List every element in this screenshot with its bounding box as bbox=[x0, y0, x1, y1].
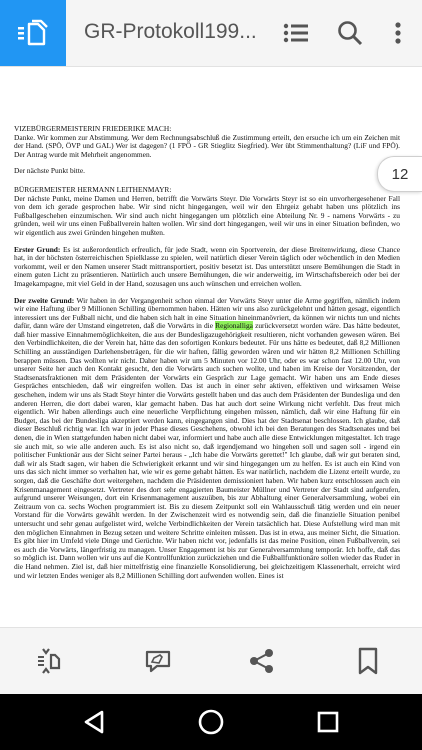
app-bar bbox=[0, 0, 422, 67]
paragraph: Der nächste Punkt, meine Damen und Herren, betrifft die Vorwärts Steyr. Die Vorwärts Steyr ist so ein unvorhergesehener Fall von dem ich gerade gesprochen habe. Wir sind nicht hingegangen, weil wir den Ehrgeiz gehabt haben uns plötzlich ins Fußballgeschehen einzumischen. Wir sind auch nicht hingegangen um plötzlich eine Abteilung Nr. 9 - namens Vorwärts - zu gründen, weil wir uns einen Fußballverein halten wollen. Wir sind dort hingegangen, weil wir uns in einer Situation befinden, wo wir eigentlich aus zwei Gründen hingehen mußten. bbox=[14, 193, 400, 237]
paragraph-with-highlight: Der zweite Grund: Wir haben in der Vergangenheit schon einmal der Vorwärts Steyr unter die Arme gegriffen, nämlich indem wir eine Haftung über 9 Millionen Schilling übernommen haben. Hätten wir uns also zurückgelehnt und hätten gesagt, eigentlich interessiert uns der Fußball nicht, und die haben sich halt in eine Situation hineinmanövriert, da können wir nichts tun und nichts dafür, dann wäre der Umstand eingetreten, daß die Vorwärts in die Regionalliga zurückversetzt worden wäre. Das hätte bedeutet, daß hier massive Einnahmemöglichkeiten, die aus der Bundesligazugehörigkeit resultieren, nicht vorhanden gewesen wären. Bei den Verbindlichkeiten, die der Verein hat, hätte das den sofortigen Konkurs bedeutet. Für uns hätte es bedeutet, daß 8,2 Millionen Schilling an ausständigen Darlehensbeträgen, für die wir haften, fällig geworden wären und wir hätten 8,2 Millionen Schilling berappen müssen. Das wollten wir nicht. Daher haben wir um 5 Minuten vor 12.00 Uhr, oder es war schon fast 12.00 Uhr, von unserer Seite her auch den Kontakt gesucht, den die Vorwärts auch suchen wollte, und haben im Kreise der Vorsitzenden, der Stadtsenatsfraktionen mit dem Präsidenten der Vorwärts ein Gespräch zur Lage gemacht. Wir haben uns am Ende dieses Gespräches entschieden, daß wir eingreifen wollen. Das ist auch in einer sehr aktiven, effektiven und wirksamen Weise geschehen, indem wir uns als Stadt Steyr hinter die Vorwärts gestellt haben und das auch dem Präsidenten der Bundesliga und den anderen Herren, die dort dabei waren, klar gemacht haben. Das hat auch dort seine Wirkung nicht verfehlt. Das freut mich eigentlich. Wir haben allerdings auch eine neuerliche Verpflichtung eingehen müssen, nämlich, daß wir eine Haftung für ein Budget, das bei der Bundesliga akzeptiert werden kann, eingegangen sind. Dies hat der Stadtsenat beschlossen. Ich glaube, daß dieser Beschluß richtig war. Ich war in jeder Phase dieses Geschehens, obwohl ich bei den Beratungen des Stadtsenates und bei denen, die in Wien stattgefunden haben nicht dabei war, informiert und habe auch alle diese Entwicklungen mitgestaltet. Ich trage sie auch mit, so wie alle anderen auch. Es ist also nicht so, daß irgendjemand wo hingehen soll und sagen soll - irgend ein politischer Funktionär aus der Sicht seiner Partei heraus - „Ich habe die Vorwärts gerettet!" Ich glaube, daß wir gut beraten sind, daß wir als Stadt sagen, wir haben die Schwierigkeit erkannt und wir sind hingegangen um zu helfen. Es ist auch ein Kind von uns das sich nicht immer so verhalten hat, wie wir es gerne gehabt hätten. Es war natürlich, nachdem die Lizenz erteilt wurde, zu sorgen, daß die Geschäfte dort weitergehen, nachdem die Präsidenten demissioniert haben. Wir haben kurz entschlossen auch ein Krisenmanagement eingesetzt. Vertreter des dort sehr engagierten Baumeister Müllner und Vertreter der Stadt sind aufgerufen, aufgrund unserer Weisungen, dort ein Krisenmanagement auszuüben, bis zur Abhaltung einer Generalversammlung, wobei ein Zeitraum von ca. sechs Wochen programmiert ist. Bis zu diesem Zeitpunkt soll ein Wahlausschuß tätig werden und ein neuer Vorstand für die Vorwärts gewählt werden. In der Zwischenzeit wird es notwendig sein, daß die finanzielle Situation penibel untersucht und sehr genau aufgelistet wird, welche Verbindlichkeiten der Verein tatsächlich hat. Diese Aufstellung wird man mit den möglichen Einnahmen in Bezug setzen und weitere Schritte einleiten müssen. Das ist in etwa, aus meiner Sicht, die Situation. Es gibt hier im Umfeld viele Dinge und Gerüchte. Wir haben nicht vor, jedenfalls ist das meine Position, einen Fußballverein, sei es auch die Vorwärts, längerfristig zu managen. Unser Engagement ist bis zur Generalversammlung temporär. Ich hoffe, daß das so möglich ist. Dann wollen wir uns auf die Kontrollfunktion zurückziehen und die Fußballfunktionäre sollen wieder das Ruder in die Hand nehmen. Ziel ist, daß hier mittelfristig eine finanzielle Konsolidierung, bei gleichzeitigem Klassenerhalt, erreicht wird und wir letzten Endes weniger als 8,2 Millionen Schilling dort aufwenden wollen. Eines ist bbox=[14, 295, 400, 580]
speaker-heading: BÜRGERMEISTER HERMANN LEITHENMAYR: bbox=[14, 184, 172, 194]
document-drawer-button[interactable] bbox=[0, 0, 66, 66]
document-page bbox=[14, 125, 400, 588]
annotate-button[interactable] bbox=[142, 645, 174, 677]
search-icon bbox=[337, 20, 363, 46]
paragraph: Danke. Wir kommen zur Abstimmung. Wer dem Rechnungsabschluß die Zustimmung erteilt, den ersuche ich um ein Zeichen mit der Hand. (SPÖ, ÖVP und GAL) Wer ist dagegen? (1 FPÖ - GR Stieglitz Siegfried). Wer übt Stimmenthaltung? (LiF und FPÖ). Der Antrag wurde mit Mehrheit angenommen. bbox=[14, 132, 400, 159]
paragraph-lead: Erster Grund: bbox=[14, 244, 61, 254]
bottom-toolbar bbox=[0, 627, 422, 694]
back-triangle-icon bbox=[82, 709, 106, 735]
share-button[interactable] bbox=[246, 645, 278, 677]
recents-square-icon bbox=[316, 710, 340, 734]
fit-width-icon bbox=[35, 646, 65, 676]
nav-home-button[interactable] bbox=[195, 706, 227, 738]
more-vert-icon bbox=[394, 21, 402, 45]
document-title: GR-Protokoll199... bbox=[84, 20, 257, 43]
share-icon bbox=[248, 647, 276, 675]
nav-recents-button[interactable] bbox=[312, 706, 344, 738]
document-viewport[interactable] bbox=[0, 67, 422, 627]
search-button[interactable] bbox=[335, 18, 365, 48]
paragraph-lead: Der zweite Grund: bbox=[14, 295, 75, 305]
search-highlight: Regionalliga bbox=[215, 321, 253, 331]
fit-width-button[interactable] bbox=[34, 645, 66, 677]
document-stack-icon bbox=[16, 16, 50, 50]
paragraph: Der nächste Punkt bitte. bbox=[14, 166, 86, 176]
annotation-icon bbox=[143, 646, 173, 676]
paragraph: Erster Grund: Es ist außerordentlich erfreulich, für jede Stadt, wenn ein Sportverein, der diese Breitenwirkung, diese Chance hat, in der höchsten österreichischen Spielklasse zu spielen, weil natürlich dieser Verein täglich oder wöchentlich in den Medien vorkommt, weil er den Namen unserer Stadt mittransportiert, positiv besetzt ist. Das unterstützt unsere Bemühungen die Stadt in einem guten Licht zu präsentieren. Natürlich auch unsere Bemühungen, die wir anderweitig, im Wirtschaftsbereich oder bei der Imagekampagne, mit viel Geld in der Hand, sozusagen uns auch wünschen und erreichen wollen. bbox=[14, 244, 400, 288]
list-icon bbox=[283, 22, 309, 44]
bookmark-icon bbox=[357, 646, 379, 676]
outline-list-button[interactable] bbox=[281, 18, 311, 48]
system-navigation-bar bbox=[0, 694, 422, 750]
nav-back-button[interactable] bbox=[78, 706, 110, 738]
speaker-heading: VIZEBÜRGERMEISTERIN FRIEDERIKE MACH: bbox=[14, 124, 172, 133]
more-options-button[interactable] bbox=[383, 18, 413, 48]
home-circle-icon bbox=[197, 708, 225, 736]
bookmark-button[interactable] bbox=[352, 645, 384, 677]
page-number-badge: 12 bbox=[377, 156, 422, 192]
